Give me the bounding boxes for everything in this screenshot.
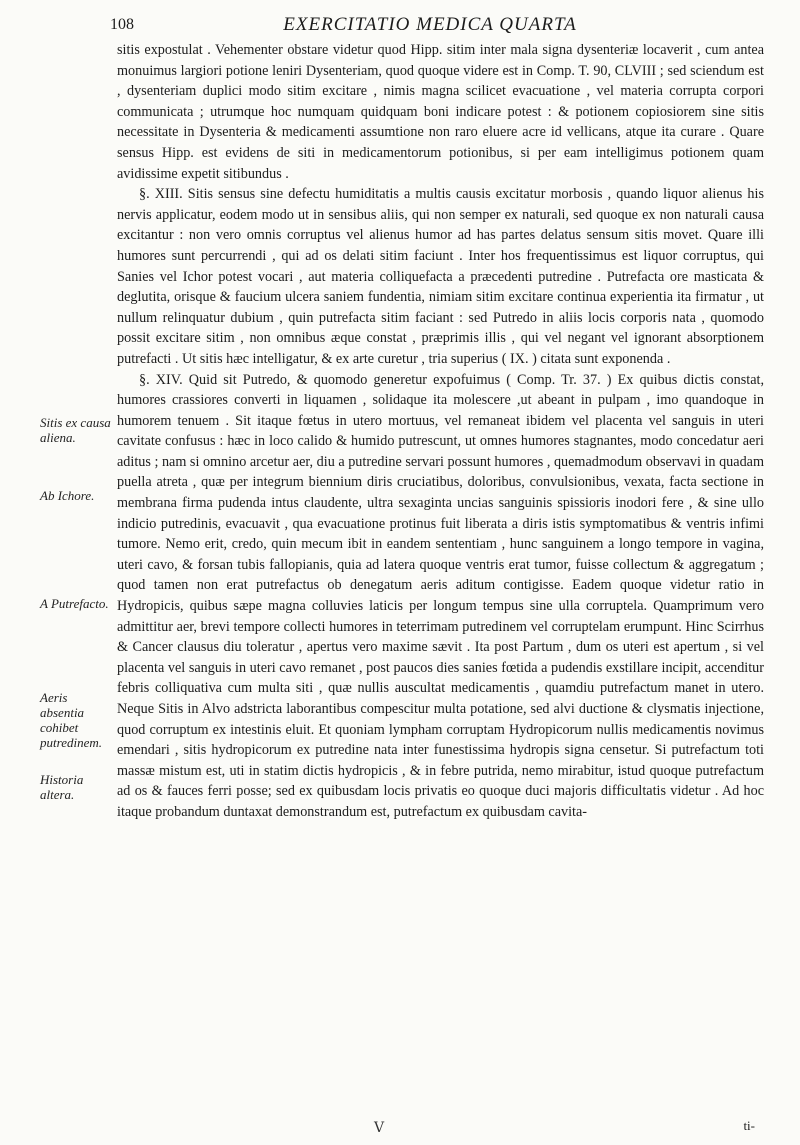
running-head: EXERCITATIO MEDICA QUARTA <box>283 14 577 35</box>
margin-note-historia: Historia altera. <box>40 772 84 802</box>
margin-note-putrefacto: A Putrefacto. <box>40 596 109 611</box>
page-header <box>110 14 750 40</box>
margin-note-ichore: Ab Ichore. <box>40 488 95 503</box>
catchword: ti- <box>743 1118 755 1133</box>
margin-note-aeris-absentia: Aeris absentia cohibet putredinem. <box>40 690 102 750</box>
page-number: 108 <box>110 16 134 33</box>
paragraph-section-14: §. XIV. Quid sit Putredo, & quomodo generetur expofuimus ( Comp. Tr. 37. ) Ex quibus dictis constat, humores crassiores converti in liquamen , solidaque ita molescere ,ut abeant in pulpam , imo quandoque in humorem tenuem . Sit itaque fœtus in utero mortuus, vel remaneat ibidem vel placenta vel sanguis in uteri cavitate confusus : hæc in loco calido & humido putrescunt, ut omnes humores stagnantes, modo concedatur aeri aditus ; nam si omnino arcetur aer, diu a putredine servari possunt humores , quemadmodum observavi in quadam puella atreta , quæ per integrum biennium diris cruciatibus, doloribus, convulsionibus, vexata, facta sectione in membrana firma pudenda intus claudente, ultra sexaginta uncias sanguinis spissioris inodori fere , & sine ullo indicio putredinis, evacuavit , qua evacuatione protinus fuit liberata a diris istis symptomatibus & ventris infimi tumore. Nemo erit, credo, quin mecum ibit in eandem sententiam , hunc sanguinem a longo tempore in vagina, uteri cavo, & forsan tubis fallopianis, quia ad latera quoque ventris erat tumor, fuisse collectum & aggregatum ; quod tamen non erat putrefactus ob denegatum aeris aditum contigisse. Eadem quoque videtur ratio in Hydropicis, quibus sæpe magna colluvies laticis per longum tempus sine ulla corruptela. Quamprimum vero admittitur aer, brevi tempore collecti humores in teterrimam putredinem vel corruptelam erumpunt. Hinc Scirrhus & Cancer clausus diu toleratur , apertus vero maxime sævit . Ita post Partum , dum os uteri est apertum , si vel placenta vel sanguis in uteri cavo remanet , post paucos dies sanies fœtida a pudendis exstillare incipit, accenditur febris colliquativa cum multa siti , quæ nullis auscultat medicamentis , quamdiu putrefactum manet in utero. Neque Sitis in Alvo adstricta laborantibus compescitur multa potatione, sed alvi ductione & clysmatis injectione, quod corruptum ex intestinis eluit. Et quoniam lympham corruptam Hydropicorum nullis medicamentis novimus emendari , sitis hydropicorum ex putredine nata inter funestissima hydropis signa censetur. Si putrefactum toti massæ mistum est, uti in statim dictis hydropicis , & in febre putrida, nemo mirabitur, istud quoque putrefactum ad os & fauces ferri posse; sed ex quibusdam locis privatis eo quoque duci majoris difficultatis videtur . Ad hoc itaque probandum duntaxat demonstrandum est, putrefactum ex quibusdam cavita- <box>117 371 764 820</box>
margin-note-sitis-causa: Sitis ex causa aliena. <box>40 415 111 445</box>
signature-mark: V <box>374 1120 385 1136</box>
paragraph-continuation: sitis expostulat . Vehementer obstare videtur quod Hipp. sitim inter mala signa dysenteriæ locaverit , cum antea monuimus largiori potione leniri Dysenteriam, quod quoque videre est in Comp. T. 90, CLVIII ; sed sciendum est , dysenteriam duplici modo sitim excitare , nimis magna scilicet evacuatione , vel materia corrupta corpori communicata ; utrumque hoc numquam quidquam boni indicare potest : & potionem copiosiorem sine sitis necessitate in Dysenteria & medicamenti assumtione non raro eluere acre id vellicans, atque ita curare . Quare sensus Hipp. est evidens de siti in medicamentorum potionibus, si per eam intelligimus potionem quam avidissime expetit sitibundus . <box>117 42 764 182</box>
paragraph-section-13: §. XIII. Sitis sensus sine defectu humiditatis a multis causis excitatur morbosis , quando liquor alienus his nervis applicatur, eodem modo ut in sensibus aliis, qui non semper ex naturali, sed quoque ex non naturali causa excitantur : non vero omnis corruptus vel alienus humor ad has partes delatus sensum sitis movet. Quare illi humores sunt percurrendi , qui ad os delati sitim faciunt . Inter hos frequentissimus est liquor corruptus, qui Sanies vel Ichor potest vocari , aut materia colliquefacta a præcedenti putredine . Putrefacta ore masticata & deglutita, orisque & faucium ulcera saniem fundentia, nimiam sitim excitare continua experientia ita firmatur , ut nullum relinquatur dubium , quin putrefacta sitim faciant : sed Putredo in aliis locis corporis nata , quomodo possit excitare sitim , non omnibus æque constat , præprimis illis , qui vel negant vel ignorant absorptionem putrefacti . Ut sitis hæc intelligatur, & ex arte curetur , tria superius ( IX. ) citata sunt exponenda . <box>117 186 764 367</box>
body-text <box>117 40 764 823</box>
